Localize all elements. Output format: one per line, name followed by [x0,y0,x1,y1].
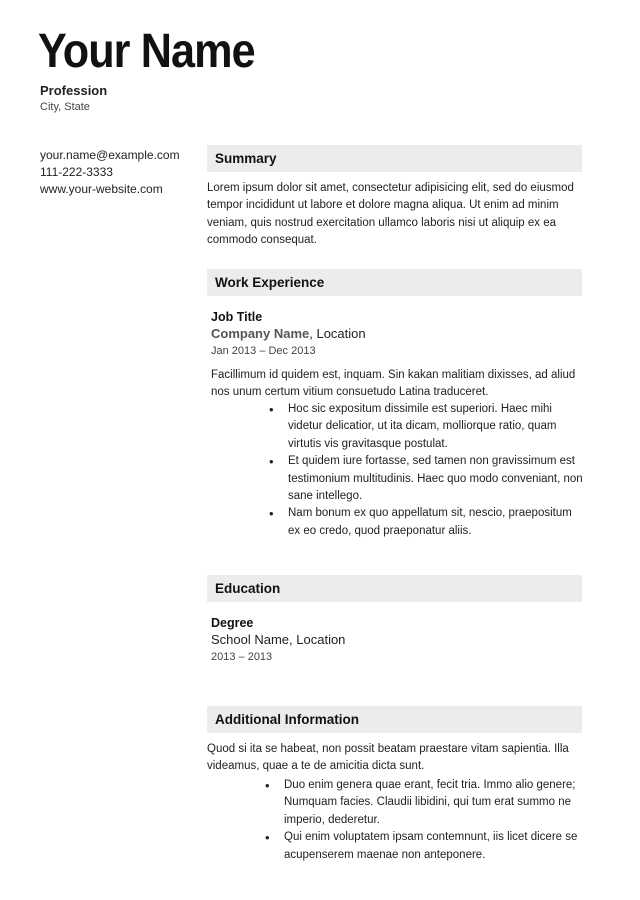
city-state: City, State [40,101,90,113]
list-item: • Nam bonum ex quo appellatum sit, nescio, praepositum ex eo credo, quod praeponatur aliis. [267,505,585,540]
additional-heading: Additional Information [215,712,359,727]
job-description: Facillimum id quidem est, inquam. Sin kakan malitiam dixisses, ad aliud nos unum certum vitium consuetudo Latina traduceret. [211,369,576,399]
job-title: Job Title [211,310,263,324]
company-location: , Location [309,326,366,341]
additional-bullets [263,777,583,864]
list-item: • Et quidem iure fortasse, sed tamen non gravissimum est testimonium multitudinis. Haec quo modo conveniant, non sane intellego. [267,453,585,505]
education-heading: Education [215,581,281,596]
resume-name: Your Name [38,25,255,78]
phone: 111-222-3333 [40,165,113,179]
education-dates: 2013 – 2013 [211,651,273,663]
company-line [211,326,366,341]
summary-heading: Summary [215,151,277,166]
website: www.your-website.com [40,182,163,196]
contact-info [40,147,180,198]
job-bullets [267,401,585,540]
list-item: • Qui enim voluptatem ipsam contemnunt, iis licet dicere se acupenserem maenae non anteponere. [263,829,583,864]
email: your.name@example.com [40,148,180,162]
profession: Profession [40,83,108,98]
list-item: • Hoc sic expositum dissimile est superiori. Haec mihi videtur delicatior, ut ita dicam, molliorque ratio, quam virtutis vis gravitasque postulat. [267,401,585,453]
additional-heading-bar [207,706,582,733]
school: School Name, Location [211,632,346,647]
education-heading-bar [207,575,582,602]
degree: Degree [211,616,254,630]
job-dates: Jan 2013 – Dec 2013 [211,345,316,357]
company-name: Company Name [211,326,310,341]
work-heading-bar [207,269,582,296]
list-item: • Duo enim genera quae erant, fecit tria. Immo alio genere; Numquam facies. Claudii libidini, qui tum erat summo ne imperio, dederetur. [263,777,583,829]
work-heading: Work Experience [215,275,325,290]
additional-text: Quod si ita se habeat, non possit beatam praestare vitam sapientia. Illa videamus, quae a te de amicitia dicta sunt. [207,743,569,773]
summary-heading-bar [207,145,582,172]
summary-text: Lorem ipsum dolor sit amet, consectetur adipisicing elit, sed do eiusmod tempor incididunt ut labore et dolore magna aliqua. Ut enim ad minim veniam, quis nostrud exercitation ullamco laboris nisi ut aliquip ex ea commodo consequat. [207,182,574,247]
